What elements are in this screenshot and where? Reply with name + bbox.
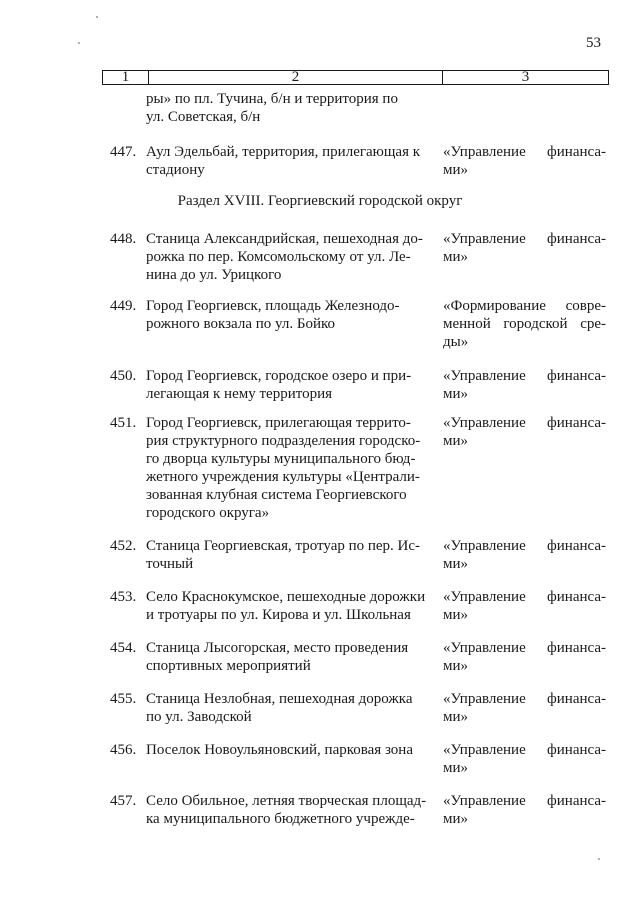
address-line: по ул. Заводской [146, 709, 252, 725]
program-word: финанса- [547, 415, 606, 431]
program-word: финанса- [547, 742, 606, 758]
address-line: Город Георгиевск, площадь Железнодо- [146, 298, 400, 314]
program-word: «Управление [443, 589, 526, 605]
program-word: ды» [443, 334, 469, 350]
program-word: совре- [565, 298, 606, 314]
program-word: ми» [443, 709, 469, 725]
section-title: Раздел XVIII. Георгиевский городской округ [177, 193, 463, 209]
program-word: ми» [443, 556, 469, 572]
address-line: зованная клубная система Георгиевского [146, 487, 407, 503]
program-word: ми» [443, 760, 469, 776]
program-line [443, 161, 606, 179]
program-line [443, 414, 606, 432]
program-word: ми» [443, 811, 469, 827]
address-line: рия структурного подразделения городско- [146, 433, 421, 449]
address-line: Город Георгиевск, городское озеро и при- [146, 368, 412, 384]
scan-speck [96, 16, 98, 18]
address-line: Станица Александрийская, пешеходная до- [146, 231, 423, 247]
program-line [443, 639, 606, 657]
program-word: «Управление [443, 538, 526, 554]
header-column-3: 3 [521, 69, 530, 85]
page-number: 53 [586, 35, 601, 51]
program-line [443, 315, 606, 333]
address-line: и тротуары по ул. Кирова и ул. Школьная [146, 607, 411, 623]
program-word: «Управление [443, 368, 526, 384]
address-line: Станица Лысогорская, место проведения [146, 640, 409, 656]
scan-speck [78, 42, 80, 44]
row-number: 455. [110, 691, 137, 707]
row-number: 447. [110, 144, 137, 160]
address-line: спортивных мероприятий [146, 658, 311, 674]
row-number: 453. [110, 589, 137, 605]
address-line: точный [146, 556, 194, 572]
address-line: Аул Эдельбай, территория, прилегающая к [146, 144, 421, 160]
program-line [443, 708, 606, 726]
header-column-2: 2 [149, 71, 443, 84]
program-word: городской [503, 316, 568, 332]
row-number: 452. [110, 538, 137, 554]
program-line [443, 792, 606, 810]
address-line: Станица Георгиевская, тротуар по пер. Ис- [146, 538, 421, 554]
address-line: ул. Советская, б/н [146, 109, 261, 125]
program-word: финанса- [547, 538, 606, 554]
address-line: Станица Незлобная, пешеходная дорожка [146, 691, 413, 707]
table-header [102, 70, 609, 85]
program-line [443, 248, 606, 266]
program-line [443, 385, 606, 403]
program-word: ми» [443, 386, 469, 402]
address-line: городского округа» [146, 505, 270, 521]
program-line [443, 606, 606, 624]
program-line [443, 759, 606, 777]
program-word: «Управление [443, 231, 526, 247]
program-word: ми» [443, 162, 469, 178]
address-line: ры» по пл. Тучина, б/н и территория по [146, 91, 398, 107]
address-line: Город Георгиевск, прилегающая террито- [146, 415, 411, 431]
address-line: ка муниципального бюджетного учрежде- [146, 811, 415, 827]
program-line [443, 432, 606, 450]
program-word: ми» [443, 433, 469, 449]
program-word: «Формирование [443, 298, 546, 314]
address-line: стадиону [146, 162, 205, 178]
program-word: финанса- [547, 640, 606, 656]
program-line [443, 588, 606, 606]
address-line: Село Краснокумское, пешеходные дорожки [146, 589, 426, 605]
program-line [443, 555, 606, 573]
program-word: «Управление [443, 640, 526, 656]
program-word: ми» [443, 249, 469, 265]
address-line: нина до ул. Урицкого [146, 267, 282, 283]
header-column-1: 1 [103, 71, 149, 84]
program-line [443, 333, 606, 351]
program-word: ми» [443, 607, 469, 623]
row-number: 449. [110, 298, 137, 314]
row-number: 457. [110, 793, 137, 809]
program-word: финанса- [547, 231, 606, 247]
row-number: 448. [110, 231, 137, 247]
row-number: 451. [110, 415, 137, 431]
address-line: жетного учреждения культуры «Централи- [146, 469, 420, 485]
row-number: 450. [110, 368, 137, 384]
program-word: «Управление [443, 144, 526, 160]
address-line: легающая к нему территория [146, 386, 333, 402]
program-word: финанса- [547, 793, 606, 809]
program-word: менной [443, 316, 491, 332]
program-line [443, 810, 606, 828]
program-word: финанса- [547, 589, 606, 605]
program-line [443, 367, 606, 385]
program-line [443, 297, 606, 315]
program-word: финанса- [547, 144, 606, 160]
program-word: «Управление [443, 793, 526, 809]
program-word: «Управление [443, 691, 526, 707]
program-word: финанса- [547, 368, 606, 384]
program-word: ми» [443, 658, 469, 674]
address-line: Поселок Новоульяновский, парковая зона [146, 742, 413, 758]
address-line: рожного вокзала по ул. Бойко [146, 316, 335, 332]
program-line [443, 230, 606, 248]
address-line: го дворца культуры муниципального бюд- [146, 451, 416, 467]
program-line [443, 741, 606, 759]
program-line [443, 690, 606, 708]
program-word: «Управление [443, 742, 526, 758]
address-line: рожка по пер. Комсомольскому от ул. Ле- [146, 249, 411, 265]
program-word: «Управление [443, 415, 526, 431]
program-line [443, 143, 606, 161]
scan-speck [598, 858, 600, 860]
program-word: финанса- [547, 691, 606, 707]
program-word: сре- [580, 316, 606, 332]
program-line [443, 657, 606, 675]
address-line: Село Обильное, летняя творческая площад- [146, 793, 427, 809]
program-line [443, 537, 606, 555]
row-number: 456. [110, 742, 137, 758]
row-number: 454. [110, 640, 137, 656]
